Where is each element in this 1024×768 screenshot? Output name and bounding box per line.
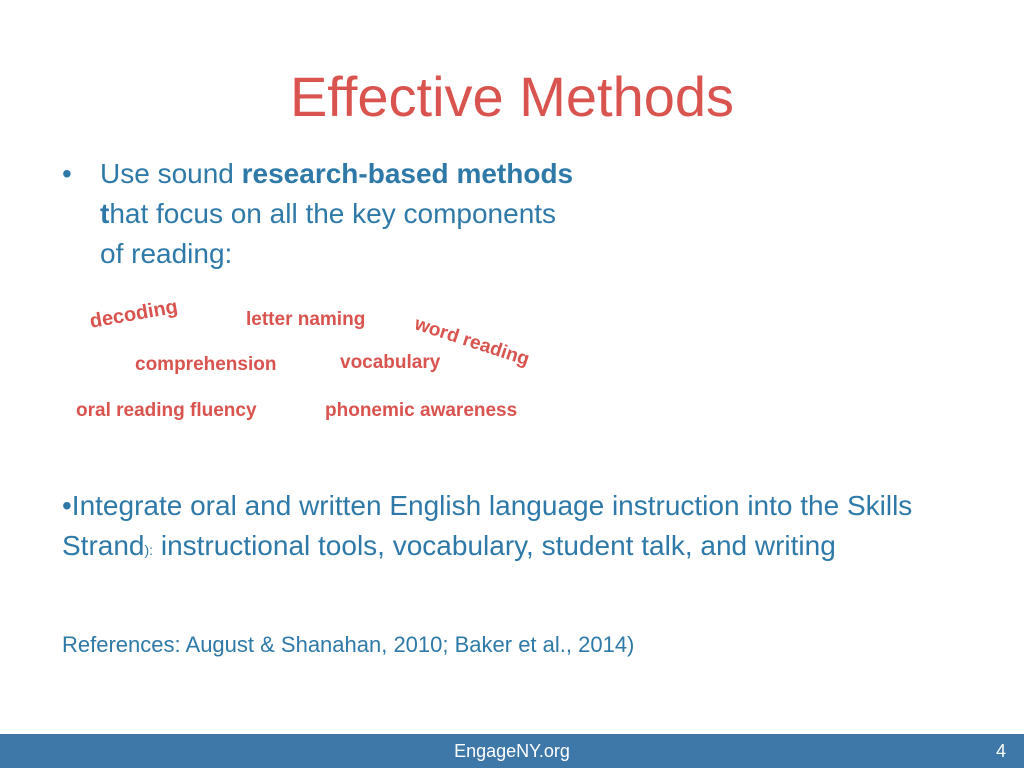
references: References: August & Shanahan, 2010; Baker et al., 2014)	[62, 632, 635, 657]
component-oral-reading-fluency: oral reading fluency	[76, 400, 257, 421]
bullet-suffix: hat focus on all the key components of reading:	[100, 198, 557, 269]
bullet2-part1: •Integrate oral and written English language instruction into the Skills Strand	[62, 490, 913, 561]
footer-bar	[0, 734, 1024, 768]
component-vocabulary: vocabulary	[340, 352, 441, 373]
bullet-prefix: Use sound	[100, 158, 242, 189]
bullet-research-methods-text	[100, 154, 580, 274]
component-phonemic-awareness: phonemic awareness	[325, 400, 518, 421]
component-comprehension: comprehension	[135, 354, 277, 375]
component-word-reading: word reading	[411, 313, 532, 371]
bullet-integrate-instruction	[62, 486, 982, 570]
bullet2-small: ):	[144, 542, 154, 558]
bullet2-part2: instructional tools, vocabulary, student talk, and writing	[153, 530, 836, 561]
footer-site: EngageNY.org	[454, 741, 570, 761]
component-decoding: decoding	[88, 295, 180, 333]
bullet-bold-methods: methods t	[100, 158, 574, 229]
slide-title: Effective Methods	[289, 65, 735, 128]
component-letter-naming: letter naming	[246, 309, 366, 330]
bullet-marker: •	[62, 158, 72, 189]
bullet-bold-research: research-based	[241, 158, 449, 189]
page-number: 4	[995, 741, 1006, 761]
